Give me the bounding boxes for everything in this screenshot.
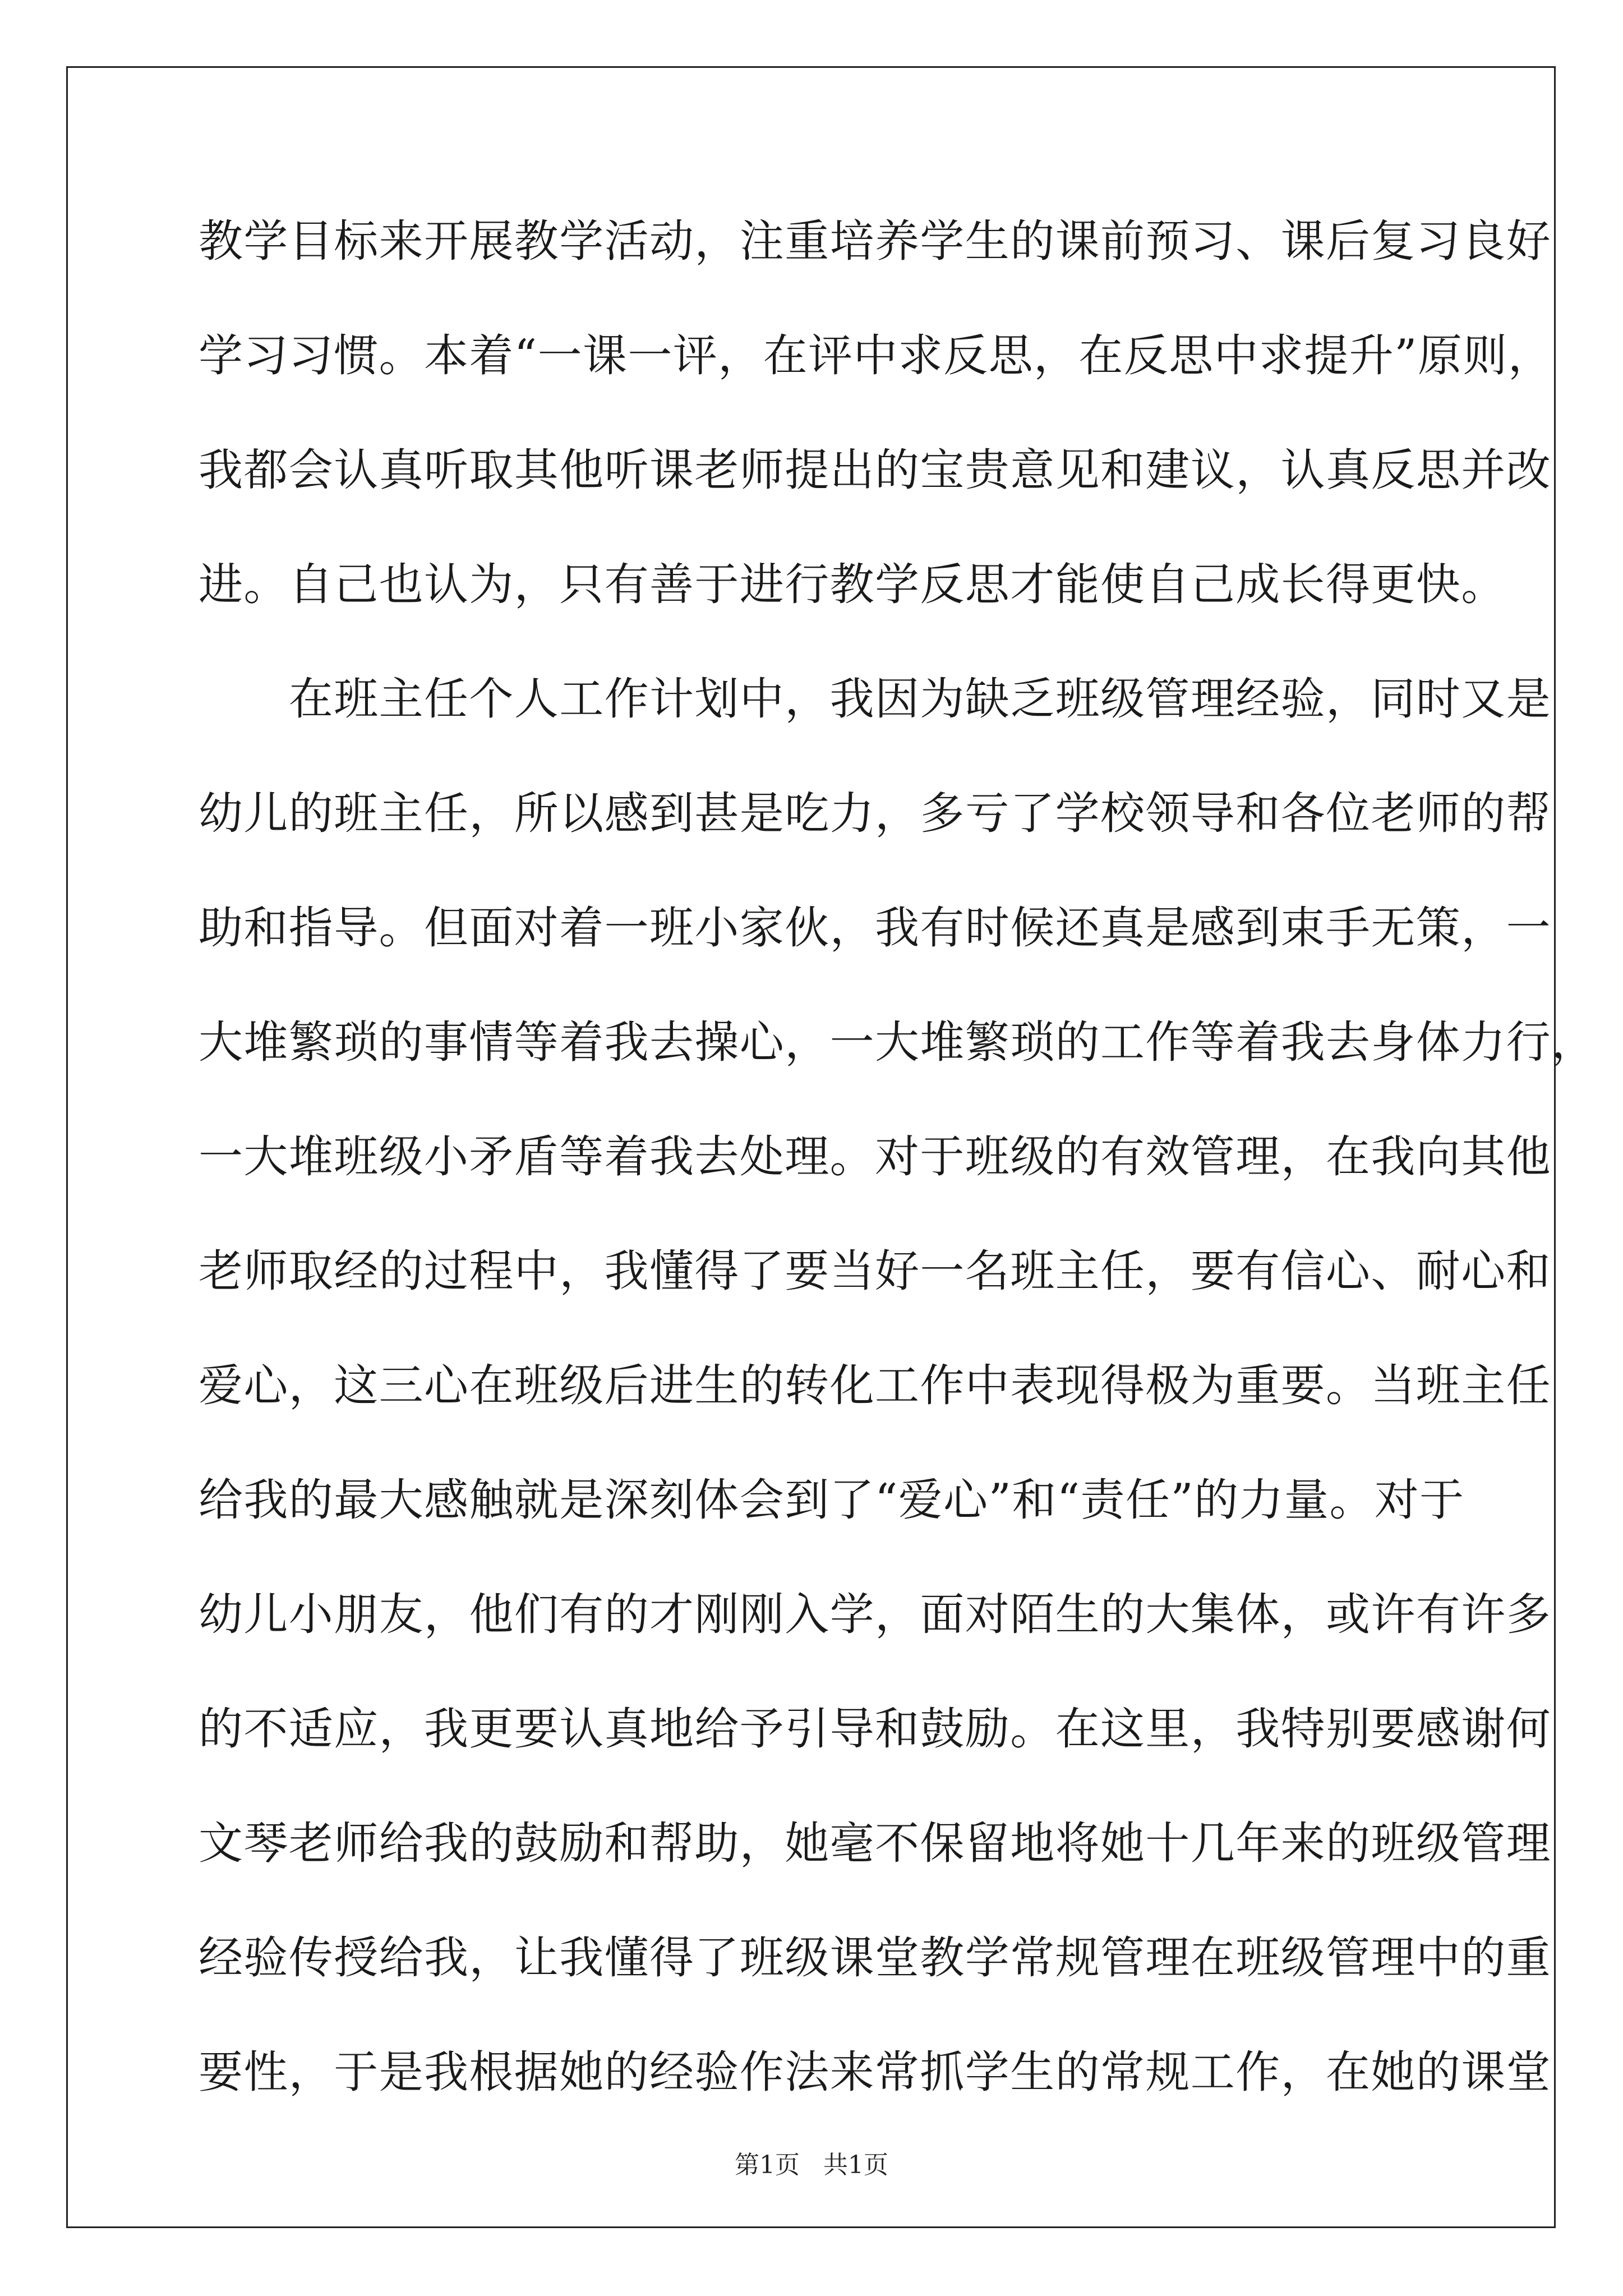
- text-line: 助和指导。但面对着一班小家伙，我有时候还真是感到束手无策，一: [199, 902, 1551, 954]
- text-line: 老师取经的过程中，我懂得了要当好一名班主任，要有信心、耐心和: [199, 1245, 1551, 1297]
- page-number: 第1页: [735, 2151, 800, 2179]
- text-line: 幼儿小朋友，他们有的才刚刚入学，面对陌生的大集体，或许有许多: [199, 1589, 1551, 1640]
- page-footer: [0, 2150, 1623, 2181]
- text-line: 给我的最大感触就是深刻体会到了“爱心”和“责任”的力量。对于: [199, 1474, 1465, 1526]
- text-line: 经验传授给我，让我懂得了班级课堂教学常规管理在班级管理中的重: [199, 1932, 1551, 1984]
- text-line: 学习习惯。本着“一课一评，在评中求反思，在反思中求提升”原则，: [199, 330, 1553, 381]
- text-line: 爱心，这三心在班级后进生的转化工作中表现得极为重要。当班主任: [199, 1360, 1551, 1411]
- text-line: 教学目标来开展教学活动，注重培养学生的课前预习、课后复习良好: [199, 215, 1551, 267]
- text-line: 大堆繁琐的事情等着我去操心，一大堆繁琐的工作等着我去身体力行，: [199, 1016, 1597, 1068]
- text-line: 幼儿的班主任，所以感到甚是吃力，多亏了学校领导和各位老师的帮: [199, 788, 1551, 839]
- text-line: 一大堆班级小矛盾等着我去处理。对于班级的有效管理，在我向其他: [199, 1131, 1551, 1182]
- text-line: 在班主任个人工作计划中，我因为缺乏班级管理经验，同时又是: [199, 673, 1551, 725]
- text-line: 进。自己也认为，只有善于进行教学反思才能使自己成长得更快。: [199, 559, 1506, 610]
- text-line: 要性，于是我根据她的经验作法来常抓学生的常规工作，在她的课堂: [199, 2046, 1551, 2098]
- text-line: 我都会认真听取其他听课老师提出的宝贵意见和建议，认真反思并改: [199, 444, 1551, 496]
- page-total: 共1页: [823, 2151, 888, 2179]
- text-line: 的不适应，我更要认真地给予引导和鼓励。在这里，我特别要感谢何: [199, 1703, 1551, 1755]
- text-line: 文琴老师给我的鼓励和帮助，她毫不保留地将她十几年来的班级管理: [199, 1818, 1551, 1869]
